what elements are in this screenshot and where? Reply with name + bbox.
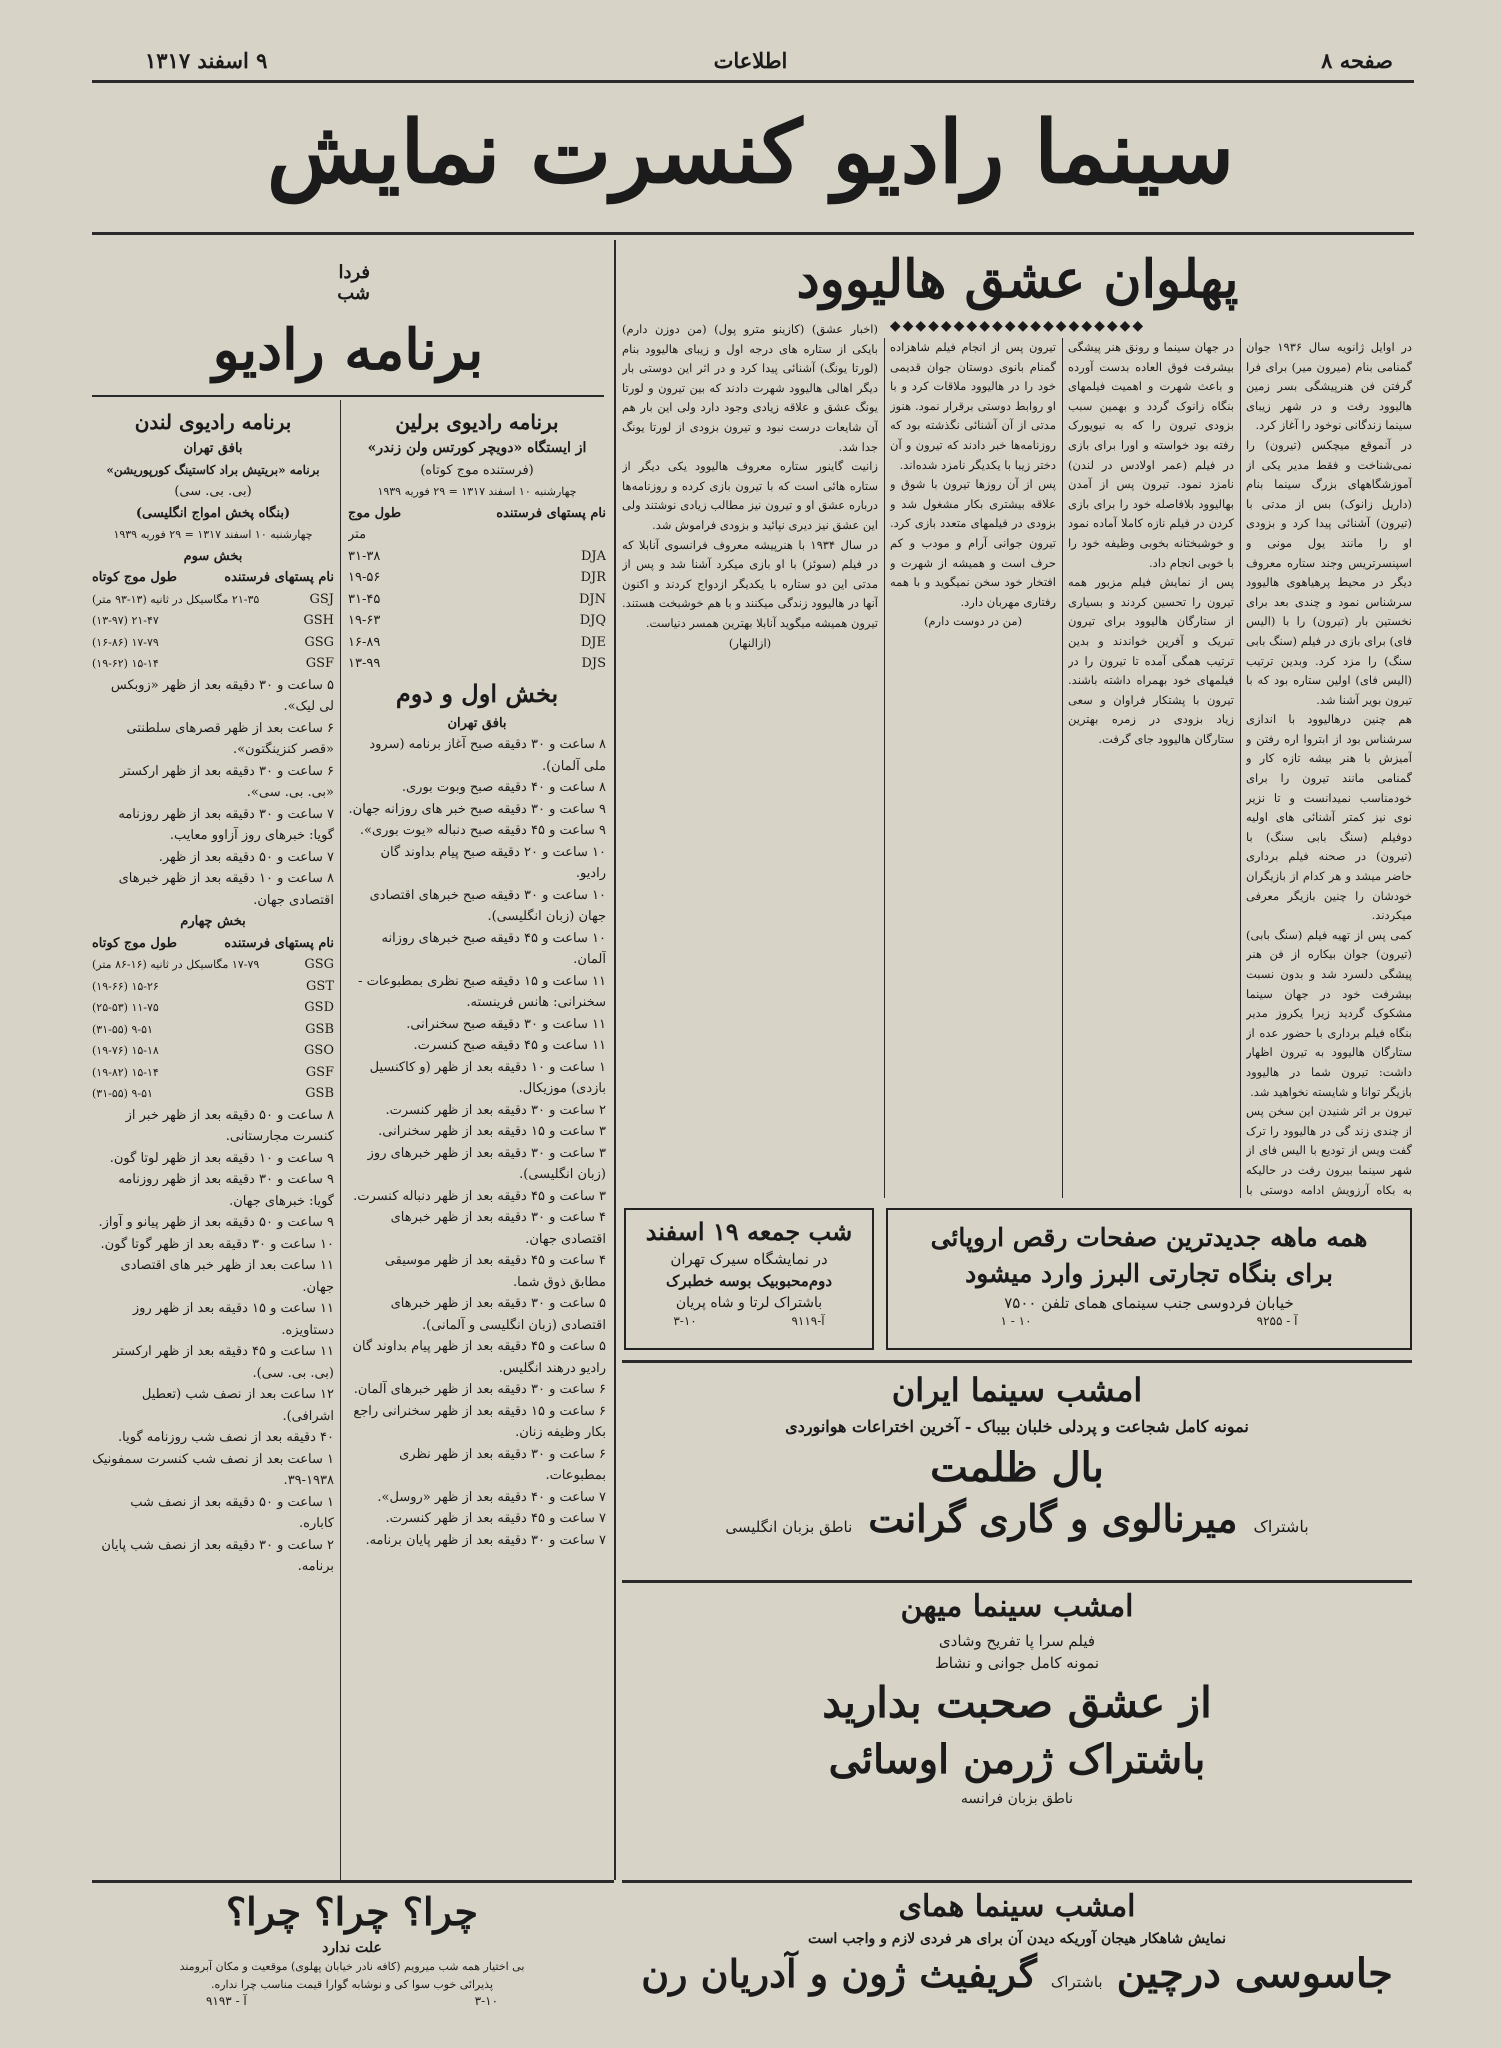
cinema-homa-row — [622, 1950, 1412, 1997]
masthead-title: سینما رادیو کنسرت نمایش — [266, 102, 1235, 203]
station-row — [348, 653, 606, 675]
london-stations3 — [92, 589, 334, 675]
article-column-3 — [890, 338, 1056, 1198]
album-codes — [888, 1314, 1410, 1328]
berlin-section: بخش اول و دوم — [395, 678, 559, 708]
london-station: برنامه «بریتیش براد کاستینگ کورپوریشن» — [106, 462, 320, 477]
station-name: GSD — [304, 1000, 334, 1015]
article-paragraph: در آنموقع میچکس (تیرون) را نمی‌شناخت و فقط مدیر یکی از آموزشگاههای بزرگ سینما بنام (داریل زانوک) بس از مدتی با (تیرون) آشنائی پیدا کرد و بزودی او را مانند یول مونی و اسپنسرتریس وجند ستاره معروف دیگر در محیط پرهیاهوی هالیوود سرشناس نمود و چندی بعد برای نخستین بار (تیرون) را با (الیس فای) برای بازی در فیلم (سنگ بابی سنگ) را مزد کرد. وبدین ترتیب (الیس فای) اولین ستاره بود که با تیرون بویر آشنا شد. — [1246, 437, 1412, 707]
station-row — [348, 546, 606, 568]
circus-cast: باشتراک لرتا و شاه پریان — [675, 1295, 823, 1311]
cafe-line: پذیرائی خوب سوا کی و نوشابه گوارا قیمت مناسب چرا نداره. — [210, 1978, 494, 1991]
program-item: ۵ ساعت و ۳۰ دقیقه بعد از ظهر «زوبکس لی لیک». — [110, 677, 334, 714]
program-item: ۱۰ ساعت و ۳۰ دقیقه بعد از ظهر گوتا گون. — [100, 1236, 334, 1252]
program-item: ۳ ساعت و ۳۰ دقیقه بعد از ظهر خبرهای روز (زبان انگلیسی). — [367, 1145, 606, 1182]
cinema-homa-tagline: نمایش شاهکار هیجان آوریکه دیدن آن برای هر فردی لازم و واجب است — [807, 1931, 1227, 1947]
station-row — [92, 610, 334, 632]
berlin-unit-row — [348, 524, 606, 546]
program-item: ۲ ساعت و ۳۰ دقیقه بعد از نصف شب پایان برنامه. — [101, 1537, 334, 1574]
program-item: ۱۱ ساعت بعد از ظهر خبر های اقتصادی جهان. — [120, 1258, 334, 1295]
berlin-date: چهارشنبه ۱۰ اسفند ۱۳۱۷ = ۲۹ فوریه ۱۹۳۹ — [377, 485, 577, 498]
program-item: ۷ ساعت و ۵۰ دقیقه بعد از ظهر. — [158, 849, 334, 865]
berlin-schedule — [348, 406, 606, 1876]
cinema-homa-film: جاسوسی درچین — [1116, 1950, 1393, 1997]
london-section4: بخش چهارم — [180, 914, 246, 929]
cinema-iran-tagline: نمونه کامل شجاعت و پردلی خلبان بیباک - آخرین اختراعات هوانوردی — [785, 1417, 1249, 1436]
station-wave: ۲۱-۳۵ مگاسیکل در ثانیه (۱۳-۹۳ متر) — [92, 592, 260, 606]
program-item: ۳ ساعت و ۴۵ دقیقه بعد از ظهر دنباله کنسرت. — [353, 1188, 606, 1204]
ad-rule — [622, 1880, 1412, 1883]
program-item: ۴ ساعت و ۴۵ دقیقه بعد از ظهر موسیقی مطابق ذوق شما. — [384, 1253, 606, 1290]
program-item: ۶ ساعت و ۳۰ دقیقه بعد از ظهر خبرهای آلمان. — [353, 1382, 606, 1397]
station-wave: ۱۱-۷۵ (۲۵-۵۳) — [92, 1001, 159, 1014]
program-item: ۹ ساعت و ۳۰ دقیقه بعد از ظهر روزنامه گویا: خبرهای جهان. — [118, 1172, 334, 1209]
circus-codes — [626, 1314, 872, 1328]
ad-code: آ - ۹۱۹۳ — [205, 1994, 247, 2008]
station-wave: ۱۳-۹۹ — [348, 656, 381, 671]
station-wave: ۱۷-۷۹ (۱۶-۸۶) — [92, 635, 159, 649]
album-line: همه ماهه جدیدترین صفحات رقص اروپائی — [930, 1223, 1368, 1252]
station-wave: ۱۵-۲۶ (۱۹-۶۶) — [92, 979, 159, 993]
article-divider — [884, 338, 885, 1198]
station-row — [92, 976, 334, 998]
program-item: ۴ ساعت و ۳۰ دقیقه بعد از ظهر خبرهای اقتصادی جهان. — [390, 1210, 606, 1247]
berlin-sub: (فرستنده موج کوتاه) — [420, 462, 534, 478]
station-wave: ۲۱-۴۷ (۱۳-۹۷) — [92, 614, 159, 627]
program-item: ۶ ساعت و ۱۵ دقیقه بعد از ظهر سخنرانی راجع بکار وظیفه زنان. — [353, 1403, 606, 1440]
col-header: طول موج کوتاه — [92, 935, 177, 951]
program-item: ۱۱ ساعت و ۴۵ دقیقه صبح کنسرت. — [413, 1038, 606, 1053]
col-header: نام پستهای فرستنده — [496, 505, 606, 521]
cinema-homa-cast: گریفیث ژون و آدریان رن — [641, 1951, 1037, 1996]
station-wave: ۳۱-۴۵ — [348, 591, 381, 607]
station-wave: ۱۵-۱۸ (۱۹-۷۶) — [92, 1044, 159, 1057]
station-row — [348, 589, 606, 611]
cinema-homa-title: امشب سینما همای — [898, 1889, 1136, 1924]
cinema-iran-title: امشب سینما ایران — [891, 1371, 1143, 1409]
article-divider — [1240, 338, 1241, 1198]
radio-kicker: فردا شب — [337, 262, 370, 304]
cafe-title: چرا؟ چرا؟ چرا؟ — [225, 1889, 478, 1934]
program-item: ۸ ساعت و ۴۰ دقیقه صبح وبوت بوری. — [401, 780, 606, 795]
berlin-section-sub: بافق تهران — [447, 715, 507, 731]
cast-prefix: باشتراک — [1253, 1517, 1309, 1536]
album-address: خیابان فردوسی جنب سینمای همای تلفن ۷۵۰۰ — [1004, 1294, 1294, 1312]
article-paragraph: در سال ۱۹۳۴ با هنرپیشه معروف فرانسوی آنابلا که در فیلم (سوئز) با او بازی میکرد آشنا شد و پس از مدتی این دو ستاره با یکدیگر ازدواج کردند و اکنون آنها در هالیوود زندگی میکنند و با هم خوشبخت هستند. تیرون همیشه میگوید آنابلا بهترین همسر دنیاست. — [622, 537, 878, 630]
station-name: GSG — [304, 634, 334, 650]
berlin-program — [348, 734, 606, 1551]
berlin-title: برنامه رادیوی برلین — [395, 410, 559, 434]
program-item: ۹ ساعت و ۴۵ دقیقه صبح دنباله «یوت بوری». — [359, 823, 606, 838]
program-item: ۶ ساعت و ۳۰ دقیقه بعد از ظهر نظری بمطبوعات. — [399, 1446, 606, 1483]
article-column-2 — [1068, 338, 1234, 1198]
cafe-line: بی اختیار همه شب میرویم (کافه نادر خیابان پهلوی) موقعیت و مکان آبرومند — [179, 1960, 525, 1973]
article-paragraph: تیرون بر اثر شنیدن این سخن پس از چندی زند گی در هالیوود را ترک گفت ویس از تودیع با الیس فای از شهر سینما بیرون رفت در حالیکه به بکاه آرزویش ادامه دوستی با — [1246, 1104, 1412, 1197]
london-sub: بافق تهران — [183, 441, 243, 456]
london-bbc: (بی. بی. سی) — [174, 484, 252, 499]
column-separator — [614, 240, 616, 1880]
program-item: ۹ ساعت و ۱۰ دقیقه بعد از ظهر لوتا گون. — [109, 1150, 334, 1166]
station-wave: ۱۵-۱۴ (۱۹-۶۲) — [92, 657, 159, 670]
program-item: ۱۲ ساعت بعد از نصف شب (تعطیل اشرافی). — [141, 1387, 334, 1424]
program-item: ۱ ساعت و ۵۰ دقیقه بعد از نصف شب کاباره. — [130, 1494, 334, 1531]
program-item: ۱۱ ساعت و ۴۵ دقیقه بعد از ظهر ارکستر (بی. بی. سی). — [112, 1344, 334, 1381]
program-item: ۵ ساعت و ۴۵ دقیقه بعد از ظهر پیام بداوند گان رادیو درهند انگلیس. — [352, 1339, 606, 1376]
article-divider — [1062, 338, 1063, 1198]
station-name: DJE — [580, 634, 606, 650]
station-wave: ۹-۵۱ (۳۱-۵۵) — [92, 1087, 153, 1100]
cinema-iran-ad — [622, 1366, 1412, 1541]
london-col-headers — [92, 933, 334, 955]
station-name: DJR — [580, 570, 606, 585]
cinema-mihan-cast: باشتراک ژرمن اوسائی — [828, 1736, 1206, 1783]
station-name: GSO — [304, 1043, 334, 1058]
article-quote: (من در دوست دارم) — [923, 614, 1023, 629]
station-row — [348, 632, 606, 654]
station-row — [92, 1062, 334, 1084]
cinema-iran-cast-row — [622, 1496, 1412, 1541]
station-name: GSG — [304, 957, 334, 972]
london-col-headers — [92, 567, 334, 589]
cinema-homa-ad — [622, 1886, 1412, 1997]
cinema-mihan-title: امشب سینما میهن — [900, 1589, 1134, 1624]
article-paragraph: هم چنین درهالیوود با اندازی سرشناس بود از ابتروا اره رفتن و آمیزش با هنر بیشه تازه کار و گمنامی مانند تیرون را برای خودمناسب نمیدانست و تا نزیر نوی نیز کمتر آشنائی های اولیه دوفیلم (سنگ بابی سنگ) با (تیرون) در صحنه فیلم برداری حاضر میشد و هر کدام از بازیگران خودشان را چنین بازیگر معرفی میکردند. — [1246, 712, 1412, 923]
program-item: ۱۰ ساعت و ۲۰ دقیقه صبح پیام بداوند گان رادیو. — [380, 844, 606, 881]
col-header: طول موج کوتاه — [92, 570, 177, 585]
cafe-sub: علت ندارد — [322, 1940, 382, 1956]
berlin-station: از ایستگاه «دویچر کورتس ولن زندر» — [367, 440, 587, 456]
program-item: ۸ ساعت و ۳۰ دقیقه صبح آغاز برنامه (سرود ملی آلمان). — [369, 737, 606, 774]
station-name: GST — [306, 978, 334, 994]
ad-code: آ - ۹۲۵۵ — [1256, 1314, 1298, 1328]
col-header: نام پستهای فرستنده — [224, 570, 334, 585]
program-item: ۱۱ ساعت و ۱۵ دقیقه صبح نظری بمطبوعات - سخنرانی: هانس فرینسته. — [358, 973, 606, 1010]
station-name: GSJ — [309, 591, 334, 607]
page-number: صفحه ۸ — [1321, 48, 1393, 73]
station-name: DJA — [580, 548, 606, 564]
station-name: DJN — [578, 591, 606, 607]
program-item: ۷ ساعت و ۴۰ دقیقه بعد از ظهر «روسل». — [377, 1489, 606, 1505]
circus-show: دوم‌محبوبیک بوسه خطبرک — [665, 1272, 833, 1290]
station-wave: ۱۷-۷۹ مگاسیکل در ثانیه (۱۶-۸۶ متر) — [92, 958, 260, 971]
station-row — [92, 954, 334, 976]
program-item: ۱۱ ساعت و ۳۰ دقیقه صبح سخنرانی. — [406, 1016, 606, 1032]
station-wave: ۱۹-۵۶ — [348, 570, 381, 585]
cinema-mihan-ad — [622, 1584, 1412, 1810]
album-line: برای بنگاه تجارتی البرز وارد میشود — [965, 1259, 1333, 1288]
radio-divider — [340, 400, 341, 1880]
station-name: GSF — [305, 656, 334, 671]
article-paragraph: کمی پس از تهیه فیلم (سنگ بابی) (تیرون) جوان بیکاره از فن هنر پیشگی دلسرد شد و بدون نسبت بیشرفت خود در جهان سینما مشکوک گردید زیرا یکروز مدیر بنگاه فیلم برداری با حضور عده از ستارگان هالیوود به تیرون اظهار داشت: تیرون شما در هالیوود بازیگر توانا و شایسته نخواهید شد. — [1246, 927, 1412, 1099]
program-item: ۷ ساعت و ۳۰ دقیقه بعد از ظهر پایان برنامه. — [365, 1532, 606, 1548]
station-wave: ۳۱-۳۸ — [348, 548, 381, 564]
station-row — [92, 589, 334, 611]
program-item: ۶ ساعت و ۳۰ دقیقه بعد از ظهر ارکستر «بی. بی. سی». — [119, 763, 334, 800]
london-stations4 — [92, 954, 334, 1105]
london-section3: بخش سوم — [183, 548, 243, 564]
cinema-iran-film: بال ظلمت — [930, 1444, 1104, 1491]
article-column-1 — [1246, 338, 1412, 1198]
cafe-codes — [92, 1994, 612, 2008]
ad-rule — [92, 1880, 614, 1883]
program-item: ۱ ساعت بعد از نصف شب کنسرت سمفونیک ۱۹۳۸-۳۹. — [92, 1451, 334, 1488]
cast-prefix: باشتراک — [1050, 1973, 1103, 1991]
program-item: ۶ ساعت بعد از ظهر قصرهای سلطنتی «قصر کنزینگتون». — [126, 720, 334, 757]
cinema-mihan-tagline: فیلم سرا پا تفریح وشادی — [938, 1632, 1096, 1650]
london-schedule — [92, 406, 334, 1886]
station-wave: ۱۵-۱۴ (۱۹-۸۲) — [92, 1065, 159, 1079]
station-row — [92, 653, 334, 675]
article-column-4 — [622, 320, 878, 1198]
program-item: ۳ ساعت و ۱۵ دقیقه بعد از ظهر سخنرانی. — [378, 1124, 606, 1139]
album-ad — [886, 1208, 1412, 1350]
station-name: GSF — [305, 1064, 334, 1080]
article-title: پهلوان عشق هالیوود — [796, 249, 1239, 310]
program-item: ۹ ساعت و ۵۰ دقیقه بعد از ظهر پیانو و آواز. — [98, 1215, 334, 1230]
station-wave: ۱۹-۶۳ — [348, 613, 381, 628]
station-wave: ۹-۵۱ (۳۱-۵۵) — [92, 1022, 153, 1036]
station-row — [92, 632, 334, 654]
circus-venue: در نمایشگاه سیرک تهران — [670, 1250, 828, 1268]
ad-rule — [622, 1580, 1412, 1583]
station-name: GSB — [305, 1086, 334, 1101]
station-name: DJS — [581, 656, 606, 671]
station-row — [348, 567, 606, 589]
circus-ad — [624, 1208, 874, 1350]
program-item: ۸ ساعت و ۱۰ دقیقه بعد از ظهر خبرهای اقتصادی جهان. — [118, 871, 334, 908]
program-item: ۱۱ ساعت و ۱۵ دقیقه بعد از ظهر روز دستاویزه. — [132, 1301, 334, 1338]
article-paragraph: تیرون پس از انجام فیلم شاهزاده گمنام بانوی دوستان جوان قدیمی خود را در هالیوود ملاقات کرد و با او روابط دوستی برقرار نمود. هنوز مدتی از آن آشنائی نگذشته بود که روزنامه‌ها خبر دادند که تیرون و آن دختر زیبا با یکدیگر نامزد شده‌اند. — [890, 340, 1056, 472]
london-date: چهارشنبه ۱۰ اسفند ۱۳۱۷ = ۲۹ فوریه ۱۹۳۹ — [113, 528, 313, 541]
ad-code: آ-۹۱۱۹ — [791, 1314, 825, 1328]
col-header: نام پستهای فرستنده — [224, 935, 334, 951]
program-item: ۷ ساعت و ۴۵ دقیقه بعد از ظهر کنسرت. — [385, 1511, 606, 1526]
program-item: ۲ ساعت و ۳۰ دقیقه بعد از ظهر کنسرت. — [385, 1102, 606, 1118]
article-paragraph: (اخبار عشق) (کازینو مترو پول) (من دوزن دارم) بایکی از ستاره های درجه اول و زیبای هالیوود بنام (لورتا یونگ) آشنائی پیدا کرد و در اثر این دوستی بار دیگر اهالی هالیوود شهرت دادند که بین تیرون و لورتا یونگ عشق و علاقه زیادی وجود دارد ولی این بار هم آن شایعات درست نبود و تیرون بزودی از لورتا یونگ جدا شد. — [622, 322, 878, 454]
station-wave: ۱۶-۸۹ — [348, 634, 381, 650]
radio-title: برنامه رادیو — [212, 317, 484, 383]
article-paragraph: در جهان سینما و رونق هنر پیشگی بیشرفت فوق العاده بدست آورده و باعث شهرت و اهمیت فیلمهای بنگاه زانوک گردد و بهمین سبب بزودی تیرون را که به نیویورک رفته بود خواسته و اورا برای بازی در فیلم (عمر اولادس در لندن) نامزد نمود. تیرون پس از آمدن بهالیوود بلافاصله خود را برای بازی کردن در فیلم نازه کاملا آماده نمود و خوشبختانه بخوبی وظیفه خود را با خوبی انجام داد. — [1068, 340, 1234, 570]
article-source: (ازالنهار) — [728, 635, 772, 650]
london-sub2: (بنگاه پخش امواج انگلیسی) — [135, 505, 291, 521]
program-item: ۹ ساعت و ۳۰ دقیقه صبح خبر های روزانه جهان. — [348, 801, 606, 817]
masthead-rule — [92, 232, 1414, 235]
article-paragraph: زانیت گاینور ستاره معروف هالیوود یکی دیگر از ستاره هائی است که با تیرون بازی کرده و روزنامه‌ها درباره عشق او و تیرون نیز مطالب زیادی نوشتند ولی این عشق نیز دیری نپائید و بزودی فراموش شد. — [622, 459, 878, 532]
article-paragraph: در اوایل ژانویه سال ۱۹۳۶ جوان گمنامی بنام (میرون میر) برای فرا گرفتن فن هنرپیشگی بسر زمین هالیوود رفت و در شهر زیبای سینما زندگانی نوخود را آغاز کرد. — [1246, 340, 1412, 433]
circus-date: شب جمعه ۱۹ اسفند — [645, 1217, 853, 1246]
title-ornament: ◆◆◆◆◆◆◆◆◆◆◆◆◆◆◆◆◆◆◆◆ — [889, 318, 1146, 334]
ad-code: ۳-۱۰ — [474, 1994, 499, 2008]
radio-rule — [92, 395, 604, 397]
program-item: ۸ ساعت و ۵۰ دقیقه بعد از ظهر خبر از کنسرت مجارستانی. — [125, 1107, 334, 1144]
program-item: ۱۰ ساعت و ۳۰ دقیقه صبح خبرهای اقتصادی جهان (زبان انگلیسی). — [369, 887, 606, 924]
london-program3 — [92, 675, 334, 912]
program-item: ۱ ساعت و ۱۰ دقیقه بعد از ظهر (و کاکنسیل بازدی) موزیکال. — [369, 1059, 606, 1096]
col-header: طول موج — [348, 505, 402, 521]
station-row — [92, 1019, 334, 1041]
london-program4 — [92, 1105, 334, 1578]
london-title: برنامه رادیوی لندن — [134, 410, 292, 434]
cinema-mihan-language: ناطق بزبان فرانسه — [960, 1791, 1074, 1807]
station-name: GSH — [303, 613, 334, 628]
article-paragraph: پس از آن روزها تیرون با شوق و علاقه بیشتری بکار مشغول شد و بزودی در فیلمهای متعدد بازی کرد. تیرون جوانی آرام و مودب و کم حرف است و همیشه از شهرت و افتخار خود سخن نمیگوید و با همه رفتاری مهربان دارد. — [890, 477, 1056, 609]
ad-code: ۱ - ۱۰ — [1000, 1314, 1032, 1328]
berlin-col-headers — [348, 503, 606, 525]
station-row — [348, 610, 606, 632]
cinema-iran-cast: میرنالوی و گاری گرانت — [868, 1496, 1238, 1541]
article-paragraph: پس از نمایش فیلم مزبور همه تیرون را تحسین کردند و بسیاری از ستارگان هالیوود برای تیرون تبریک و آفرین خواندند و بدین ترتیب همگی آمده تا تیرون را در فیلمهای خود بهمراه داشته باشند. تیرون با پشتکار فراوان و سعی زیاد بزودی در زمره بهترین ستارگان هالیوود جای گرفت. — [1068, 575, 1234, 746]
station-row — [92, 1083, 334, 1105]
station-name: GSB — [305, 1021, 334, 1037]
station-row — [92, 997, 334, 1019]
issue-date: ۹ اسفند ۱۳۱۷ — [145, 48, 268, 73]
newspaper-name: اطلاعات — [713, 48, 788, 73]
cinema-iran-language: ناطق بزبان انگلیسی — [725, 1518, 853, 1536]
program-item: ۱۰ ساعت و ۴۵ دقیقه صبح خبرهای روزانه آلمان. — [381, 930, 606, 967]
ad-rule — [622, 1360, 1412, 1363]
cinema-mihan-film: از عشق صحبت بدارید — [822, 1678, 1212, 1727]
station-row — [92, 1040, 334, 1062]
program-item: ۴۰ دقیقه بعد از نصف شب روزنامه گویا. — [118, 1430, 334, 1445]
header-rule — [92, 80, 1414, 83]
cinema-mihan-tagline: نمونه کامل جوانی و نشاط — [934, 1654, 1100, 1672]
station-name: DJQ — [579, 613, 606, 628]
cafe-ad — [92, 1886, 612, 2008]
ad-code: ۳-۱۰ — [673, 1314, 697, 1328]
program-item: ۵ ساعت و ۳۰ دقیقه بعد از ظهر خبرهای اقتصادی (زبان انگلیسی و آلمانی). — [390, 1296, 606, 1333]
wave-unit: متر — [348, 527, 367, 542]
program-item: ۷ ساعت و ۳۰ دقیقه بعد از ظهر روزنامه گویا: خبرهای روز آزاوو معایب. — [118, 806, 334, 843]
